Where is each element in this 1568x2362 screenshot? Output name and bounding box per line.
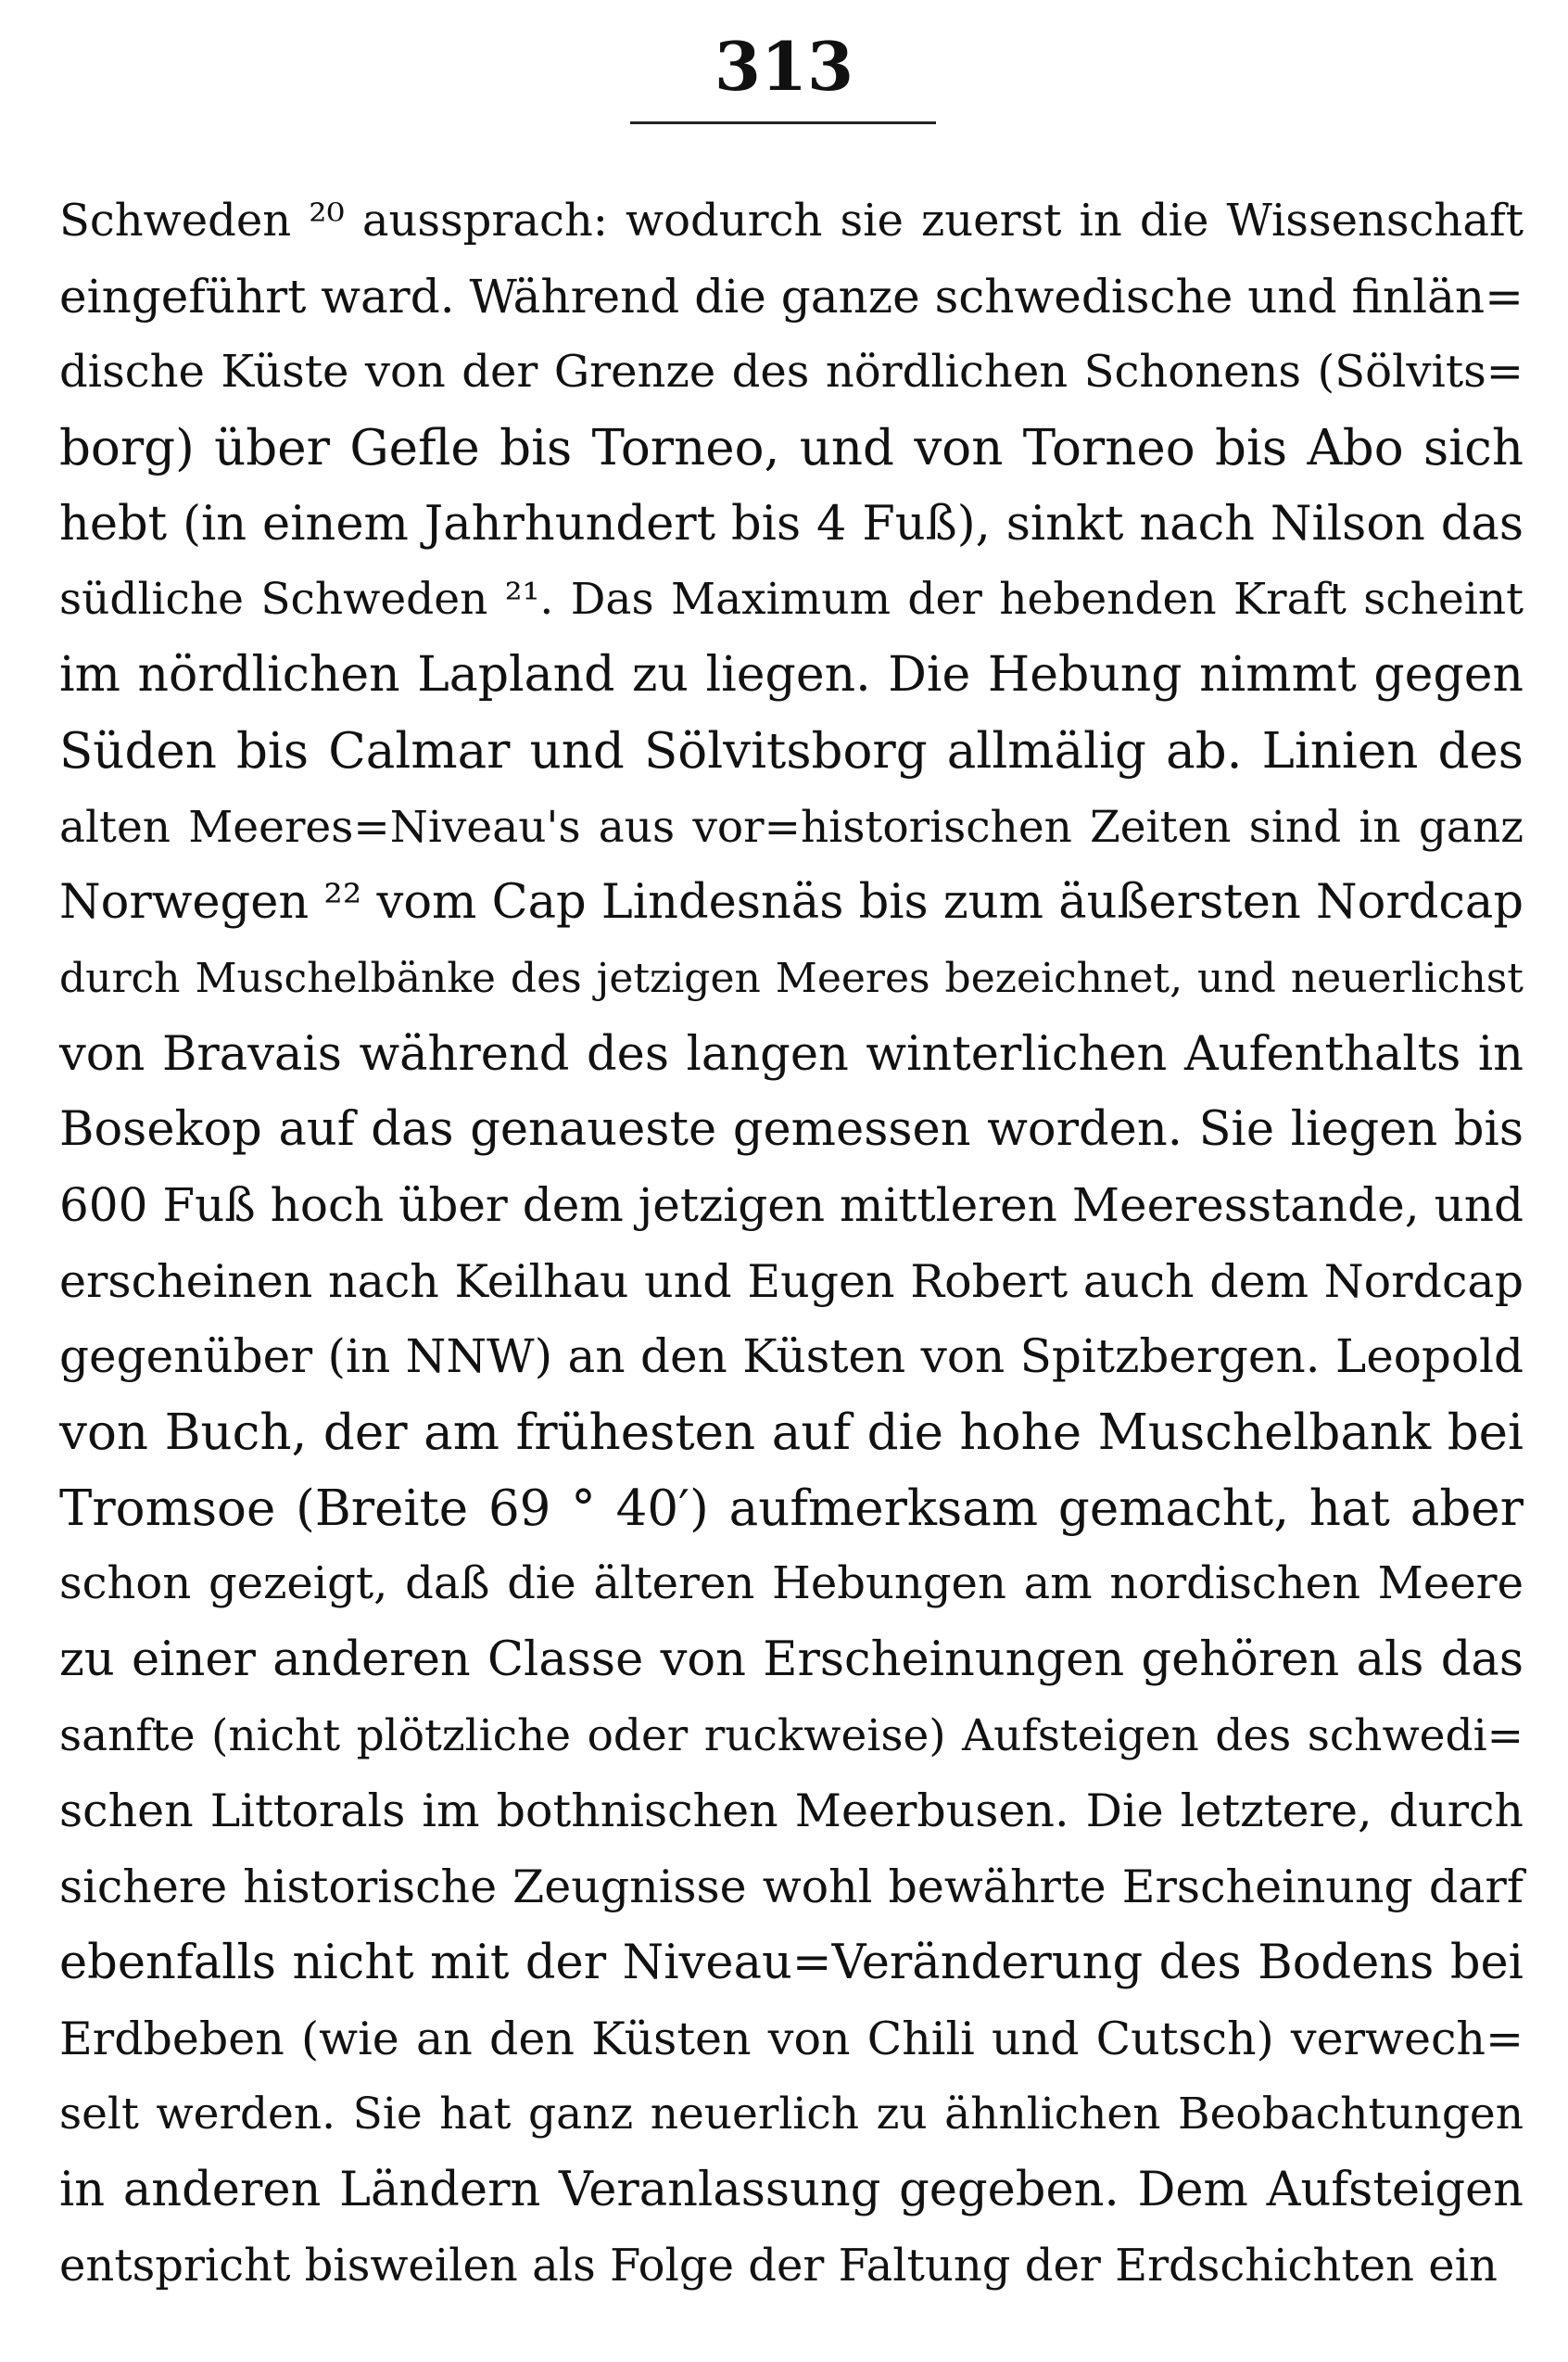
text-line: alten Meeres=Niveau's aus vor=historischen Zeiten sind in ganz [59, 801, 1524, 853]
text-line: hebt (in einem Jahrhundert bis 4 Fuß), sinkt nach Nilson das [59, 496, 1524, 552]
text-line: durch Muschelbänke des jetzigen Meeres bezeichnet, und neuerlichst [59, 954, 1524, 1002]
text-line: zu einer anderen Classe von Erscheinungen gehören als das [59, 1632, 1524, 1688]
text-line: Süden bis Calmar und Sölvitsborg allmälig ab. Linien des [59, 722, 1524, 780]
body-text [59, 184, 1524, 2304]
text-line: selt werden. Sie hat ganz neuerlich zu ähnlichen Beobachtungen [59, 2089, 1524, 2140]
text-line: Tromsoe (Breite 69 ° 40′) aufmerksam gemacht, hat aber [59, 1479, 1524, 1537]
text-line: Schweden ²⁰ aussprach: wodurch sie zuerst in die Wissenschaft [59, 195, 1524, 247]
text-line: ebenfalls nicht mit der Niveau=Veränderung des Bodens bei [59, 1935, 1524, 1990]
text-line: dische Küste von der Grenze des nördlichen Schonens (Sölvits= [59, 346, 1524, 399]
page-number: 313 [714, 27, 854, 106]
text-line: schon gezeigt, daß die älteren Hebungen am nordischen Meere [59, 1557, 1524, 1610]
text-line: borg) über Gefle bis Torneo, und von Torneo bis Abo sich [59, 420, 1524, 477]
header-rule [630, 121, 936, 124]
text-line: von Bravais während des langen winterlichen Aufenthalts in [59, 1026, 1524, 1082]
text-line: Erdbeben (wie an den Küsten von Chili und Cutsch) verwech= [59, 2012, 1524, 2065]
text-line: erscheinen nach Keilhau und Eugen Robert auch dem Nordcap [59, 1254, 1524, 1308]
text-line: sichere historische Zeugnisse wohl bewährte Erscheinung darf [59, 1860, 1524, 1914]
text-line: im nördlichen Lapland zu liegen. Die Hebung nimmt gegen [59, 647, 1524, 704]
text-line: entspricht bisweilen als Folge der Faltung der Erdschichten ein [59, 2239, 1498, 2292]
text-line: schen Littorals im bothnischen Meerbusen. Die letztere, durch [59, 1784, 1524, 1838]
text-line: gegenüber (in NNW) an den Küsten von Spitzbergen. Leopold [59, 1329, 1524, 1384]
text-line: sanfte (nicht plötzliche oder ruckweise) Aufsteigen des schwedi= [59, 1709, 1524, 1761]
text-line: Bosekop auf das genaueste gemessen worden. Sie liegen bis [59, 1102, 1524, 1158]
text-line: Norwegen ²² vom Cap Lindesnäs bis zum äußersten Nordcap [59, 875, 1524, 931]
text-line: eingeführt ward. Während die ganze schwedische und finlän= [59, 269, 1524, 324]
text-line: in anderen Ländern Veranlassung gegeben. Dem Aufsteigen [59, 2162, 1524, 2217]
text-line: südliche Schweden ²¹. Das Maximum der hebenden Kraft scheint [59, 574, 1524, 626]
text-line: 600 Fuß hoch über dem jetzigen mittleren Meeresstande, und [59, 1177, 1524, 1232]
text-line: von Buch, der am frühesten auf die hohe Muschelbank bei [59, 1404, 1524, 1461]
